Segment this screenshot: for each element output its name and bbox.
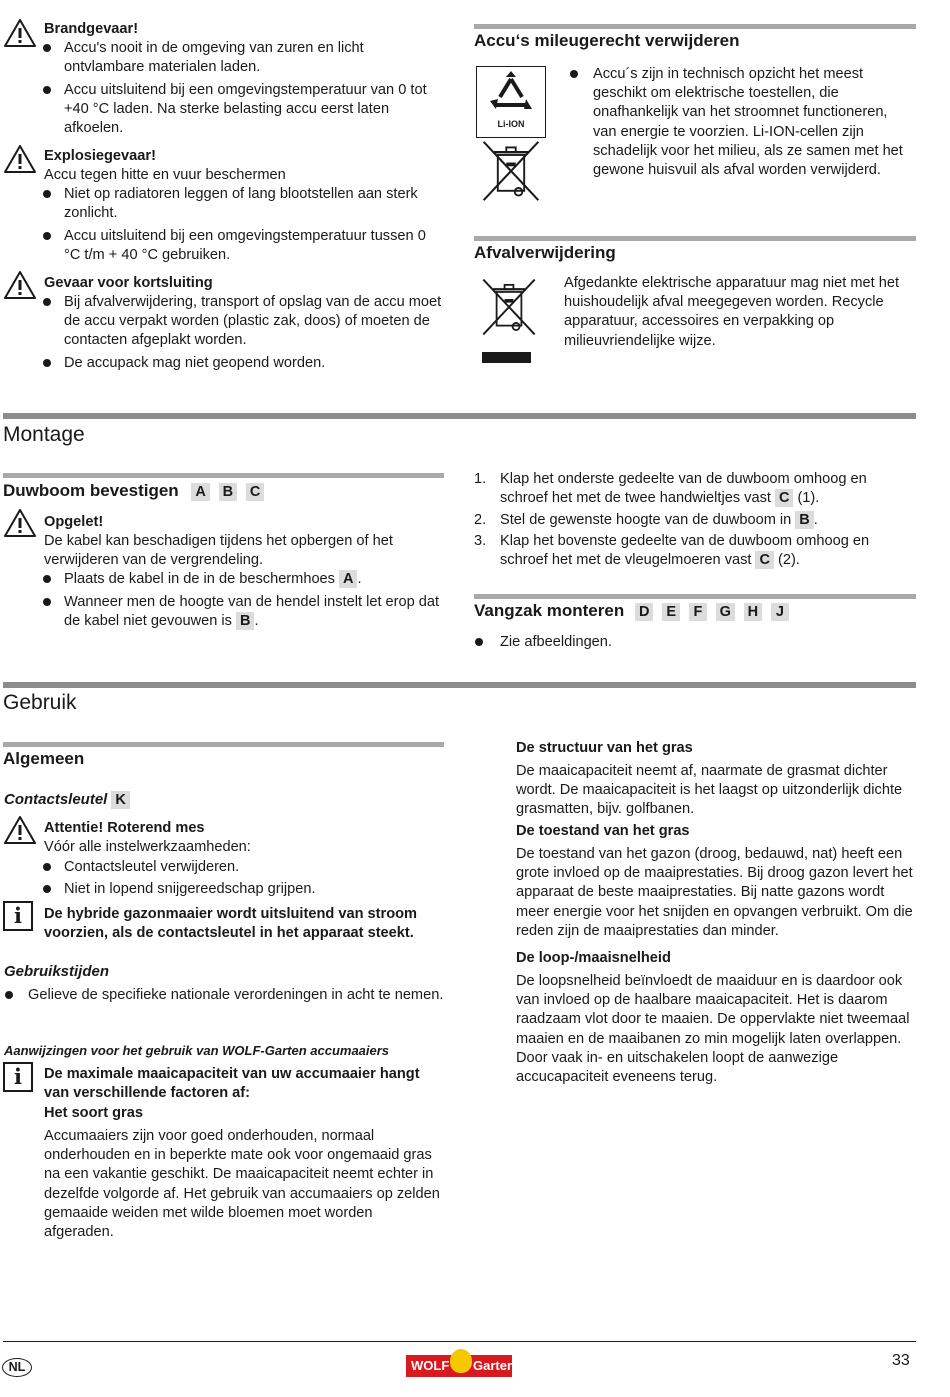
list-item: Accu uitsluitend bij een omgevingstemperatuur tussen 0 °C t/m + 40 °C gebruiken. bbox=[64, 228, 426, 264]
list-item: Accu uitsluitend bij een omgevingstemperatuur van 0 tot +40 °C laden. Na sterke belasting accu eerst laten afkoelen. bbox=[64, 82, 427, 137]
figure-label: G bbox=[716, 603, 735, 621]
figure-label: A bbox=[339, 570, 357, 588]
crossed-bin-icon bbox=[478, 274, 540, 340]
warning-text: De kabel kan beschadigen tijdens het opbergen of het verwijderen van de vergrendeling. bbox=[44, 533, 393, 569]
bullet-icon bbox=[43, 863, 51, 871]
info-icon: i bbox=[3, 901, 33, 931]
figure-label: K bbox=[111, 791, 129, 809]
contact-title: Contactsleutel bbox=[4, 791, 108, 808]
bullet-icon bbox=[43, 575, 51, 583]
duwboom-title-text: Duwboom bevestigen bbox=[3, 481, 179, 500]
list-item: Zie afbeeldingen. bbox=[500, 634, 612, 650]
bullet-icon bbox=[43, 359, 51, 367]
bullet-icon bbox=[43, 44, 51, 52]
step-number: 3. bbox=[474, 533, 487, 549]
section-rule bbox=[3, 682, 916, 688]
list-item: Niet op radiatoren leggen of lang blootstellen aan sterk zonlicht. bbox=[64, 186, 418, 222]
step-text-b: (2). bbox=[777, 552, 800, 569]
step-text bbox=[500, 532, 900, 570]
list-item-text: Wanneer men de hoogte van de hendel instelt let erop dat de kabel niet gevouwen is bbox=[64, 594, 440, 630]
brand-right-text: Garten bbox=[473, 1358, 515, 1373]
paragraph: Accumaaiers zijn voor goed onderhouden, normaal onderhouden en in beperkte mate ook voor ongemaaid gras na een vakantie geschikt. De maaicapaciteit neemt echter in dezelfde volgorde af. Het gebruik van accumaaiers op zelden gemaaide weiden met wilde bloemen moet worden afgeraden. bbox=[44, 1128, 440, 1241]
list-item: Bij afvalverwijdering, transport of opslag van de accu moet de accu verpakt worden (plastic zak, doos) of moeten de contacten afgeplakt worden. bbox=[64, 294, 442, 349]
subsection-title-algemeen: Algemeen bbox=[3, 749, 85, 768]
bullet-icon bbox=[43, 232, 51, 240]
step-number: 2. bbox=[474, 512, 487, 528]
bullet-icon bbox=[475, 638, 483, 646]
section-rule bbox=[3, 473, 444, 478]
subsection-title-aanwijzingen: Aanwijzingen voor het gebruik van WOLF-Garten accumaaiers bbox=[4, 1043, 390, 1058]
warning-icon bbox=[3, 815, 37, 845]
footer-rule bbox=[3, 1341, 916, 1342]
bullet-icon bbox=[570, 70, 578, 78]
step-text bbox=[500, 470, 900, 508]
warning-title-short: Gevaar voor kortsluiting bbox=[44, 275, 213, 291]
sub-heading: De toestand van het gras bbox=[516, 823, 690, 839]
warning-title-rotating: Attentie! Roterend mes bbox=[44, 820, 205, 836]
step-text-b: (1). bbox=[797, 490, 820, 507]
page-number: 33 bbox=[892, 1352, 910, 1369]
bullet-icon bbox=[43, 298, 51, 306]
disposal-text: Afgedankte elektrische apparatuur mag niet met het huishoudelijk afval meegegeven worden. Recycle apparatuur, accessoires en verpakking op milieuvriendelijke wijze. bbox=[564, 275, 900, 349]
list-item: Plaats de kabel in de in de beschermhoes A . bbox=[64, 571, 362, 587]
step-number: 1. bbox=[474, 471, 487, 487]
list-item: Wanneer men de hoogte van de hendel instelt let erop dat de kabel niet gevouwen is B . bbox=[64, 594, 440, 630]
eco-text: Accu´s zijn in technisch opzicht het meest geschikt om elektrische toestellen, die onafhankelijk van het stroomnet functioneren, van energie te voorzien. Li-ION-cellen zijn schadelijk voor het milieu, als ze samen met het gewone huisvuil als afval worden verwijderd. bbox=[593, 66, 903, 179]
warning-icon bbox=[3, 508, 37, 538]
section-rule bbox=[474, 24, 916, 29]
step-text bbox=[500, 511, 900, 530]
sub-heading: De loop-/maaisnelheid bbox=[516, 950, 671, 966]
subsection-title-vangzak bbox=[474, 601, 789, 621]
recycle-label: Li-ION bbox=[497, 119, 525, 129]
paragraph: De loopsnelheid beïnvloedt de maaiduur en is daardoor ook van invloed op de haalbare maaicapaciteit. Het is daarom raadzaam vlot door te maaien. De oppervlakte niet tweemaal maaien en de maaibanen zo min mogelijk laten overlappen. Door vaak in- en uitschakelen loopt de aanwezige accucapaciteit eveneens terug. bbox=[516, 973, 910, 1086]
vangzak-title-text: Vangzak monteren bbox=[474, 601, 625, 620]
wolf-head-icon bbox=[450, 1349, 472, 1373]
step-text-a: Stel de gewenste hoogte van de duwboom in bbox=[500, 512, 792, 528]
figure-label: H bbox=[744, 603, 762, 621]
figure-label: C bbox=[246, 483, 264, 501]
section-title-gebruik: Gebruik bbox=[3, 691, 77, 714]
bullet-icon bbox=[43, 190, 51, 198]
list-item-text: Plaats de kabel in de in de beschermhoes bbox=[64, 571, 335, 587]
warning-icon bbox=[3, 18, 37, 48]
section-title-disposal: Afvalverwijdering bbox=[474, 243, 616, 262]
figure-label: E bbox=[662, 603, 680, 621]
figure-label: D bbox=[635, 603, 653, 621]
section-rule bbox=[3, 742, 444, 747]
info-text: De maximale maaicapaciteit van uw accumaaier hangt van verschillende factoren af: bbox=[44, 1066, 420, 1102]
sub-heading: Het soort gras bbox=[44, 1105, 143, 1121]
language-badge: NL bbox=[2, 1358, 32, 1377]
figure-label: B bbox=[236, 612, 254, 630]
section-title-montage: Montage bbox=[3, 423, 85, 446]
warning-intro: Vóór alle instelwerkzaamheden: bbox=[44, 839, 251, 855]
warning-title-fire: Brandgevaar! bbox=[44, 21, 139, 37]
warning-title-explosion: Explosiegevaar! bbox=[44, 148, 156, 164]
warning-intro: Accu tegen hitte en vuur beschermen bbox=[44, 167, 286, 183]
section-title-eco: Accu‘s mileugerecht verwijderen bbox=[474, 31, 740, 50]
figure-label: B bbox=[795, 511, 813, 529]
bullet-icon bbox=[43, 86, 51, 94]
step-text-a: Klap het bovenste gedeelte van de duwboom omhoog en schroef het met de vleugelmoeren vast bbox=[500, 533, 870, 569]
black-bar-marking bbox=[482, 352, 531, 363]
warning-title-opgelet: Opgelet! bbox=[44, 514, 104, 530]
figure-label: C bbox=[775, 489, 793, 507]
section-rule bbox=[3, 413, 916, 419]
bullet-icon bbox=[43, 598, 51, 606]
figure-label: B bbox=[219, 483, 237, 501]
subsection-title-duwboom bbox=[3, 481, 264, 501]
list-item: Niet in lopend snijgereedschap grijpen. bbox=[64, 881, 316, 897]
sub-heading: De structuur van het gras bbox=[516, 740, 693, 756]
bullet-icon bbox=[5, 991, 13, 999]
list-item: Accu's nooit in de omgeving van zuren en licht ontvlambare materialen laden. bbox=[64, 40, 364, 76]
contact-heading bbox=[4, 790, 130, 809]
brand-left-text: WOLF bbox=[411, 1358, 450, 1373]
figure-label: F bbox=[689, 603, 707, 621]
figure-label: J bbox=[771, 603, 789, 621]
warning-icon bbox=[3, 144, 37, 174]
subsection-title-gebruikstijden: Gebruikstijden bbox=[4, 963, 110, 980]
brand-logo bbox=[406, 1355, 515, 1377]
info-icon: i bbox=[3, 1062, 33, 1092]
crossed-bin-icon bbox=[478, 138, 544, 204]
paragraph: De toestand van het gazon (droog, bedauwd, nat) heeft een grote invloed op de maaiprestaties. Bij droog gazon levert het apparaat de beste maaiprestaties. Bij natte gazons wordt meer energie voor het snijden en opvangen verbruikt. Om die reden zijn de maaiprestaties dan minder. bbox=[516, 846, 913, 939]
step-text-a: Klap het onderste gedeelte van de duwboom omhoog en schroef het met de twee handwieltjes vast bbox=[500, 471, 867, 507]
recycle-icon bbox=[476, 66, 546, 138]
info-text: De hybride gazonmaaier wordt uitsluitend van stroom voorzien, als de contactsleutel in het apparaat steekt. bbox=[44, 906, 418, 942]
section-rule bbox=[474, 236, 916, 241]
figure-label: A bbox=[191, 483, 209, 501]
bullet-icon bbox=[43, 885, 51, 893]
list-item: De accupack mag niet geopend worden. bbox=[64, 355, 326, 371]
list-item: Contactsleutel verwijderen. bbox=[64, 859, 240, 875]
figure-label: C bbox=[755, 551, 773, 569]
section-rule bbox=[474, 594, 916, 599]
step-text-b: . bbox=[813, 512, 818, 528]
warning-icon bbox=[3, 270, 37, 300]
paragraph: De maaicapaciteit neemt af, naarmate de grasmat dichter wordt. De maaicapaciteit is het laagst op uitzonderlijk dichte grasmatten, bijv. golfbanen. bbox=[516, 763, 903, 818]
list-item: Gelieve de specifieke nationale verordeningen in acht te nemen. bbox=[28, 987, 444, 1003]
